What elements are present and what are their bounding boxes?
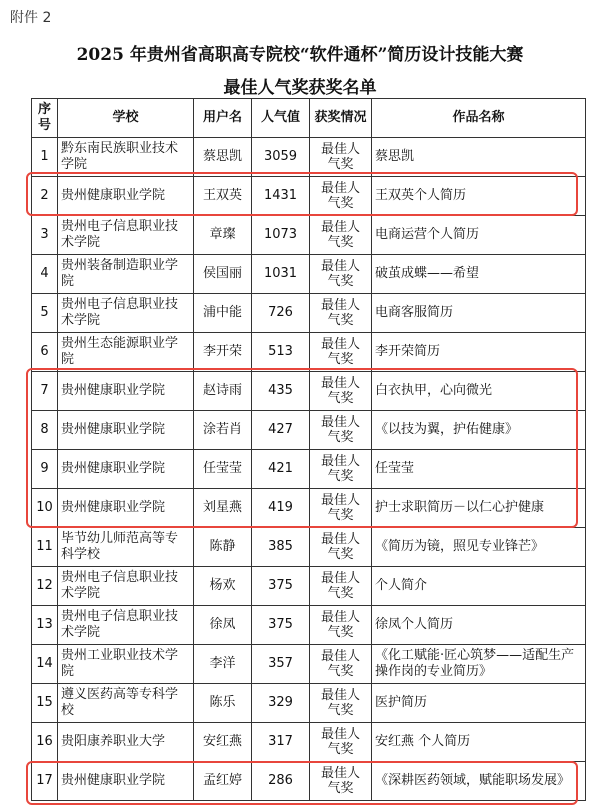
cell-school: 贵州装备制造职业学院	[58, 255, 194, 294]
table-row	[32, 723, 586, 762]
table-header-row	[32, 99, 586, 138]
cell-school: 贵州工业职业技术学院	[58, 645, 194, 684]
cell-school: 贵州健康职业学院	[58, 762, 194, 801]
cell-popularity: 375	[252, 567, 310, 606]
award-label: 最佳人气奖	[320, 571, 360, 601]
cell-no: 3	[32, 216, 58, 255]
cell-user: 刘星燕	[194, 489, 252, 528]
cell-award	[310, 450, 372, 489]
table-row	[32, 411, 586, 450]
cell-user: 浦中能	[194, 294, 252, 333]
cell-user: 徐凤	[194, 606, 252, 645]
cell-award	[310, 528, 372, 567]
cell-popularity: 419	[252, 489, 310, 528]
header-no: 序号	[32, 99, 58, 138]
award-label: 最佳人气奖	[320, 532, 360, 562]
cell-work: 《简历为镜，照见专业锋芒》	[372, 528, 586, 567]
cell-award	[310, 567, 372, 606]
award-label: 最佳人气奖	[320, 766, 360, 796]
document-subtitle: 最佳人气奖获奖名单	[223, 78, 377, 98]
cell-no: 9	[32, 450, 58, 489]
cell-work: 医护简历	[372, 684, 586, 723]
cell-work: 任莹莹	[372, 450, 586, 489]
cell-no: 15	[32, 684, 58, 723]
cell-work: 《化工赋能·匠心筑梦——适配生产操作岗的专业简历》	[372, 645, 586, 684]
cell-school: 贵州电子信息职业技术学院	[58, 294, 194, 333]
table-row	[32, 528, 586, 567]
cell-no: 13	[32, 606, 58, 645]
cell-work: 安红燕 个人简历	[372, 723, 586, 762]
cell-no: 2	[32, 177, 58, 216]
cell-work: 王双英个人简历	[372, 177, 586, 216]
cell-award	[310, 333, 372, 372]
cell-popularity: 513	[252, 333, 310, 372]
cell-award	[310, 489, 372, 528]
cell-popularity: 375	[252, 606, 310, 645]
cell-award	[310, 372, 372, 411]
cell-no: 14	[32, 645, 58, 684]
cell-work: 电商运营个人简历	[372, 216, 586, 255]
cell-user: 侯国丽	[194, 255, 252, 294]
cell-popularity: 385	[252, 528, 310, 567]
cell-no: 7	[32, 372, 58, 411]
cell-user: 章璨	[194, 216, 252, 255]
cell-school: 贵州电子信息职业技术学院	[58, 567, 194, 606]
cell-award	[310, 684, 372, 723]
table-row	[32, 372, 586, 411]
cell-work: 护士求职简历－以仁心护健康	[372, 489, 586, 528]
cell-work: 个人简介	[372, 567, 586, 606]
header-work: 作品名称	[372, 99, 586, 138]
cell-popularity: 1031	[252, 255, 310, 294]
cell-popularity: 317	[252, 723, 310, 762]
cell-no: 17	[32, 762, 58, 801]
cell-popularity: 286	[252, 762, 310, 801]
cell-school: 遵义医药高等专科学校	[58, 684, 194, 723]
cell-user: 李洋	[194, 645, 252, 684]
cell-popularity: 357	[252, 645, 310, 684]
cell-award	[310, 606, 372, 645]
cell-no: 1	[32, 138, 58, 177]
award-label: 最佳人气奖	[320, 220, 360, 250]
cell-award	[310, 177, 372, 216]
cell-popularity: 3059	[252, 138, 310, 177]
table-row	[32, 216, 586, 255]
cell-work: 《以技为翼，护佑健康》	[372, 411, 586, 450]
cell-no: 8	[32, 411, 58, 450]
cell-work: 破茧成蝶——希望	[372, 255, 586, 294]
header-popularity: 人气值	[252, 99, 310, 138]
award-label: 最佳人气奖	[320, 454, 360, 484]
award-label: 最佳人气奖	[320, 727, 360, 757]
table-row	[32, 255, 586, 294]
cell-popularity: 1431	[252, 177, 310, 216]
award-label: 最佳人气奖	[320, 688, 360, 718]
cell-award	[310, 294, 372, 333]
cell-school: 毕节幼儿师范高等专科学校	[58, 528, 194, 567]
header-school: 学校	[58, 99, 194, 138]
cell-work: 徐凤个人简历	[372, 606, 586, 645]
table-row	[32, 138, 586, 177]
cell-school: 贵州电子信息职业技术学院	[58, 606, 194, 645]
cell-work: 蔡思凯	[372, 138, 586, 177]
cell-user: 蔡思凯	[194, 138, 252, 177]
cell-work: 电商客服简历	[372, 294, 586, 333]
cell-user: 孟红婷	[194, 762, 252, 801]
award-label: 最佳人气奖	[320, 142, 360, 172]
cell-user: 安红燕	[194, 723, 252, 762]
cell-work: 李开荣简历	[372, 333, 586, 372]
cell-popularity: 1073	[252, 216, 310, 255]
table-row	[32, 567, 586, 606]
cell-work: 白衣执甲，心向微光	[372, 372, 586, 411]
winners-table	[31, 98, 586, 801]
cell-award	[310, 216, 372, 255]
cell-school: 贵州电子信息职业技术学院	[58, 216, 194, 255]
award-label: 最佳人气奖	[320, 649, 360, 679]
cell-popularity: 427	[252, 411, 310, 450]
cell-user: 赵诗雨	[194, 372, 252, 411]
cell-award	[310, 138, 372, 177]
cell-no: 5	[32, 294, 58, 333]
table-row	[32, 450, 586, 489]
table-row	[32, 294, 586, 333]
cell-no: 16	[32, 723, 58, 762]
cell-popularity: 726	[252, 294, 310, 333]
table-row	[32, 684, 586, 723]
cell-award	[310, 723, 372, 762]
header-user: 用户名	[194, 99, 252, 138]
award-label: 最佳人气奖	[320, 415, 360, 445]
award-label: 最佳人气奖	[320, 298, 360, 328]
award-label: 最佳人气奖	[320, 337, 360, 367]
cell-popularity: 435	[252, 372, 310, 411]
cell-no: 10	[32, 489, 58, 528]
cell-school: 贵州生态能源职业学院	[58, 333, 194, 372]
document-title: 2025 年贵州省高职高专院校“软件通杯”简历设计技能大赛	[76, 45, 524, 65]
cell-school: 贵州健康职业学院	[58, 177, 194, 216]
cell-work: 《深耕医药领域，赋能职场发展》	[372, 762, 586, 801]
cell-user: 陈静	[194, 528, 252, 567]
cell-no: 6	[32, 333, 58, 372]
cell-user: 陈乐	[194, 684, 252, 723]
cell-no: 4	[32, 255, 58, 294]
cell-school: 贵州健康职业学院	[58, 489, 194, 528]
award-label: 最佳人气奖	[320, 493, 360, 523]
cell-user: 涂若肖	[194, 411, 252, 450]
award-label: 最佳人气奖	[320, 259, 360, 289]
cell-school: 贵州健康职业学院	[58, 372, 194, 411]
table-row	[32, 645, 586, 684]
annex-label: 附件 2	[10, 10, 52, 26]
table-row	[32, 762, 586, 801]
cell-award	[310, 645, 372, 684]
cell-school: 贵阳康养职业大学	[58, 723, 194, 762]
cell-user: 李开荣	[194, 333, 252, 372]
cell-popularity: 329	[252, 684, 310, 723]
table-row	[32, 489, 586, 528]
header-award: 获奖情况	[310, 99, 372, 138]
award-label: 最佳人气奖	[320, 376, 360, 406]
cell-award	[310, 255, 372, 294]
cell-award	[310, 411, 372, 450]
table-row	[32, 177, 586, 216]
cell-award	[310, 762, 372, 801]
cell-user: 王双英	[194, 177, 252, 216]
table-row	[32, 606, 586, 645]
award-label: 最佳人气奖	[320, 181, 360, 211]
cell-user: 任莹莹	[194, 450, 252, 489]
cell-school: 贵州健康职业学院	[58, 450, 194, 489]
cell-no: 11	[32, 528, 58, 567]
award-label: 最佳人气奖	[320, 610, 360, 640]
cell-school: 黔东南民族职业技术学院	[58, 138, 194, 177]
cell-popularity: 421	[252, 450, 310, 489]
table-row	[32, 333, 586, 372]
cell-user: 杨欢	[194, 567, 252, 606]
cell-school: 贵州健康职业学院	[58, 411, 194, 450]
cell-no: 12	[32, 567, 58, 606]
